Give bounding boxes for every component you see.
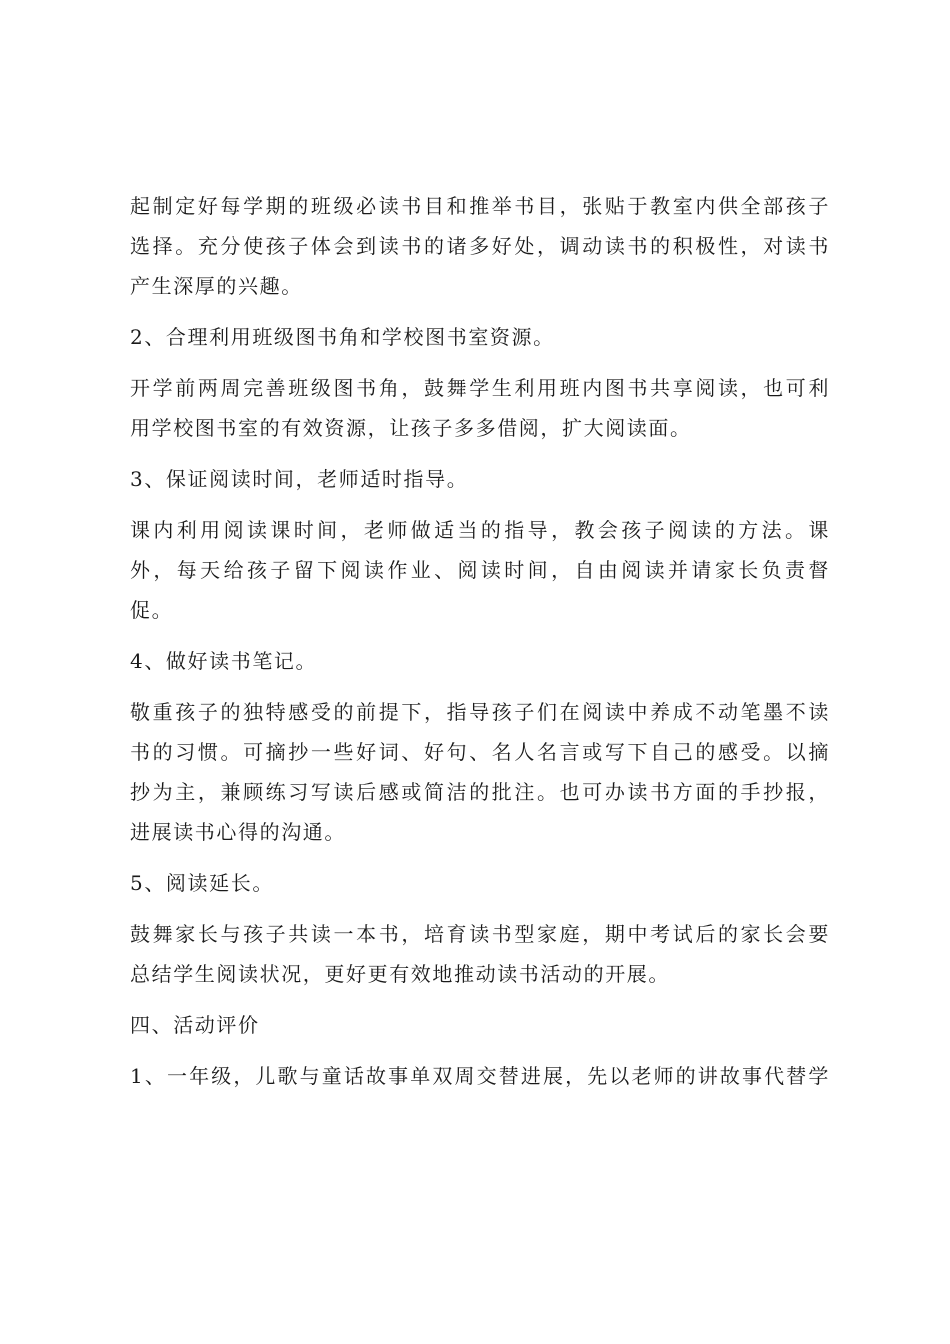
paragraph-gap [130,1045,830,1056]
paragraph-gap [130,499,830,510]
para-extension [130,914,830,994]
text-line: 开学前两周完善班级图书角，鼓舞学生利用班内图书共享阅读，也可利 [130,376,830,400]
heading-3 [130,459,830,499]
paragraph-gap [130,448,830,459]
text-line: 起制定好每学期的班级必读书目和推举书目，张贴于教室内供全部孩子 [130,194,830,218]
paragraph-gap [130,306,830,317]
text-line: 鼓舞家长与孩子共读一本书，培育读书型家庭，期中考试后的家长会要 [130,922,830,946]
text-line: 抄为主，兼顾练习写读后感或简洁的批注。也可办读书方面的手抄报， [130,780,830,804]
text-line: 课内利用阅读课时间，老师做适当的指导，教会孩子阅读的方法。课 [130,518,830,542]
text-line: 4、做好读书笔记。 [130,649,318,673]
text-line: 3、保证阅读时间，老师适时指导。 [130,467,469,491]
text-line: 5、阅读延长。 [130,871,274,895]
paragraph-gap [130,681,830,692]
para-booklist-cont [130,186,830,306]
paragraph-gap [130,994,830,1005]
text-line: 1、一年级，儿歌与童话故事单双周交替进展，先以老师的讲故事代替学 [130,1064,830,1088]
para-grade1 [130,1056,830,1096]
heading-4 [130,641,830,681]
text-line: 总结学生阅读状况，更好更有效地推动读书活动的开展。 [130,962,670,986]
paragraph-gap [130,630,830,641]
para-reading-time [130,510,830,630]
text-line: 2、合理利用班级图书角和学校图书室资源。 [130,325,555,349]
paragraph-gap [130,903,830,914]
section-4 [130,1005,830,1045]
paragraph-gap [130,357,830,368]
text-line: 促。 [130,598,174,622]
paragraph-gap [130,852,830,863]
text-line: 四、活动评价 [130,1013,260,1037]
para-library [130,368,830,448]
heading-5 [130,863,830,903]
document-body [130,186,830,1096]
text-line: 产生深厚的兴趣。 [130,274,303,298]
text-line: 敬重孩子的独特感受的前提下，指导孩子们在阅读中养成不动笔墨不读 [130,700,830,724]
text-line: 选择。充分使孩子体会到读书的诸多好处，调动读书的积极性，对读书 [130,234,830,258]
text-line: 外，每天给孩子留下阅读作业、阅读时间，自由阅读并请家长负责督 [130,558,830,582]
text-line: 书的习惯。可摘抄一些好词、好句、名人名言或写下自己的感受。以摘 [130,740,830,764]
heading-2 [130,317,830,357]
text-line: 进展读书心得的沟通。 [130,820,346,844]
text-line: 用学校图书室的有效资源，让孩子多多借阅，扩大阅读面。 [130,416,692,440]
para-notes [130,692,830,852]
